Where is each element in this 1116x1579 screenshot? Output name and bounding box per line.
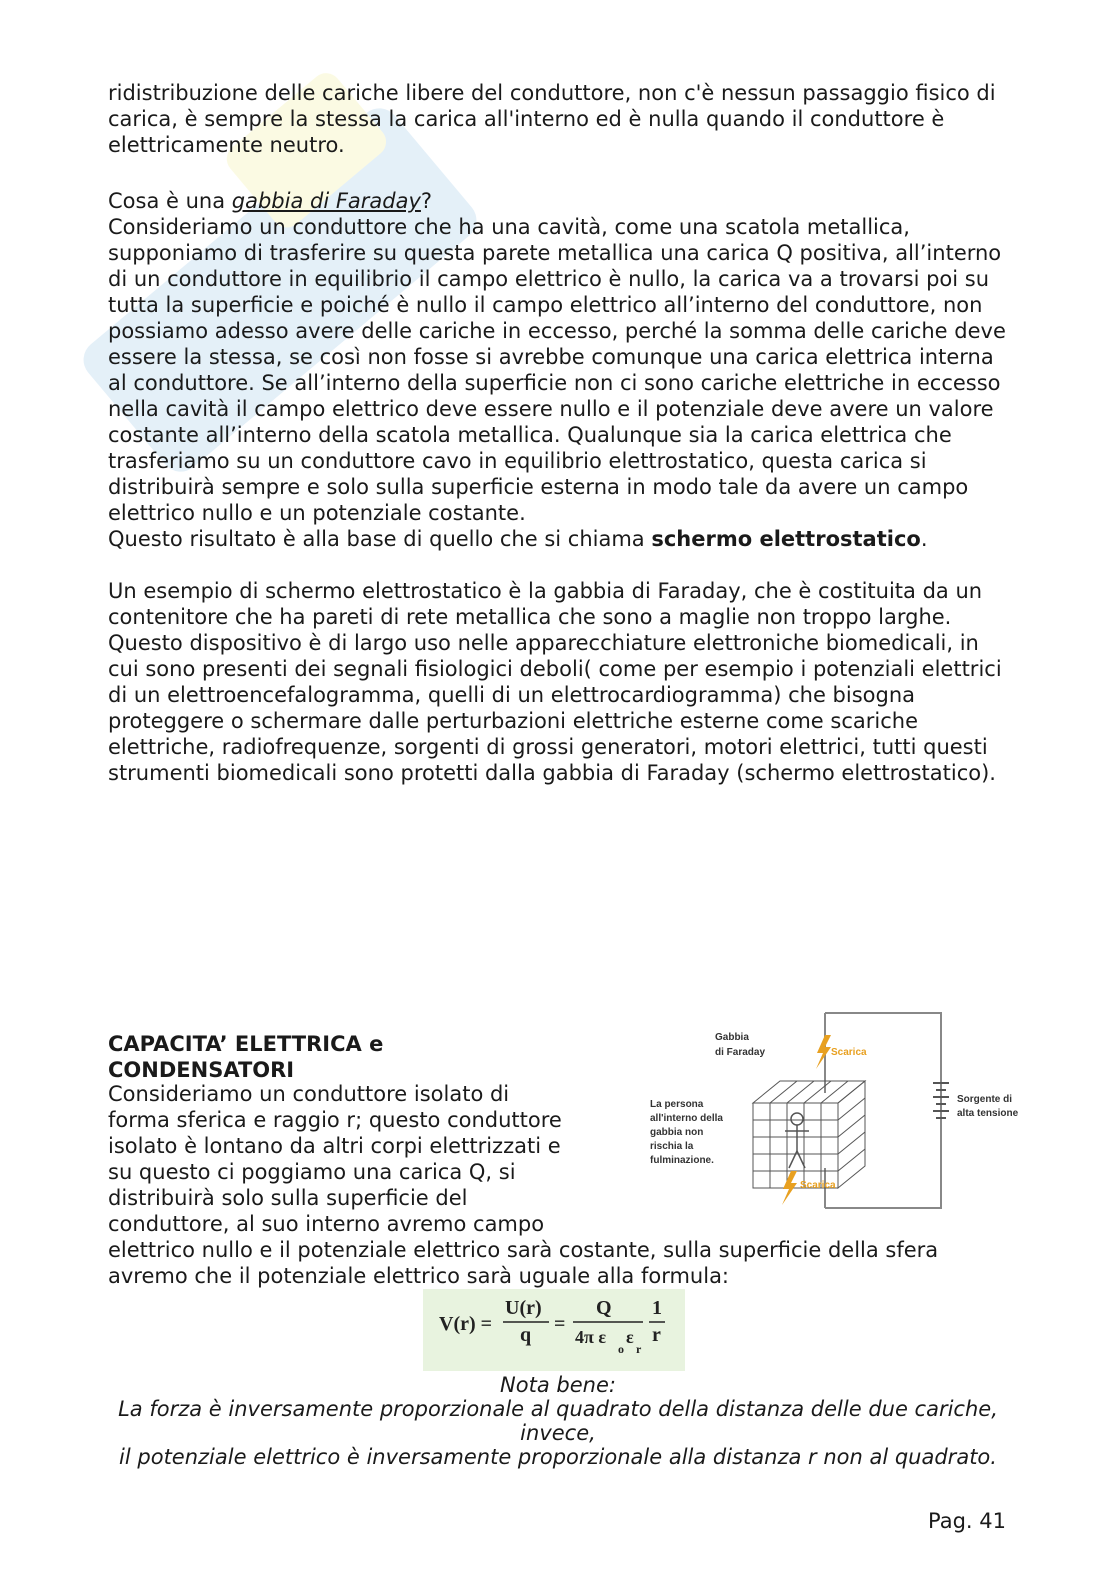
person-icon (785, 1113, 809, 1168)
body-text-top (108, 80, 1008, 786)
label-discharge-top: Scarica (831, 1047, 867, 1058)
label-person-2: all'interno della (650, 1113, 723, 1124)
formula-sub-o: o (618, 1342, 624, 1356)
section-title (108, 1031, 528, 1083)
result-suffix: . (920, 527, 928, 551)
note-line2: invece, (520, 1421, 596, 1445)
faraday-link[interactable]: gabbia di Faraday (231, 189, 421, 213)
label-person-1: La persona (650, 1099, 704, 1110)
potential-formula (423, 1289, 685, 1371)
page-number: Pag. 41 (928, 1509, 1006, 1533)
note-line3: il potenziale elettrico è inversamente proporzionale alla distanza r non al quadrato. (119, 1445, 997, 1469)
result-bold-term: schermo elettrostatico (651, 527, 921, 551)
formula-eq: = (554, 1313, 566, 1335)
formula-eps2: ε (626, 1327, 634, 1347)
label-person-5: fulminazione. (650, 1155, 714, 1166)
formula-f2-num: Q (596, 1297, 612, 1319)
faraday-cage-figure (645, 1003, 1045, 1218)
formula-f3-num: 1 (652, 1297, 662, 1319)
note-line1: La forza è inversamente proporzionale al quadrato della distanza delle due cariche, (118, 1397, 998, 1421)
label-cage-2: di Faraday (715, 1047, 766, 1058)
note-title: Nota bene: (500, 1373, 616, 1397)
paragraph-redistribution: ridistribuzione delle cariche libere del conduttore, non c'è nessun passaggio fisico di carica, è sempre la stessa la carica all'interno ed è nulla quando il conduttore è elettricamente neutro. (108, 81, 996, 157)
section-title-line1: CAPACITA’ ELETTRICA e (108, 1032, 384, 1056)
cap-line: distribuirà solo sulla superficie del (108, 1186, 468, 1210)
note-block (108, 1373, 1008, 1469)
cap-line: forma sferica e raggio r; questo conduttore (108, 1108, 562, 1132)
capacitance-narrow-lines (108, 1081, 608, 1237)
cage-grid-icon (753, 1081, 865, 1188)
question-prefix: Cosa è una (108, 189, 232, 213)
faraday-question (108, 188, 1008, 214)
label-person-4: rischia la (650, 1141, 694, 1152)
formula-f2-den: 4π ε (575, 1327, 607, 1347)
label-source-2: alta tensione (957, 1108, 1019, 1119)
formula-f1-num: U(r) (505, 1297, 542, 1319)
label-cage-1: Gabbia (715, 1032, 749, 1043)
formula-f1-den: q (520, 1324, 532, 1346)
formula-f3-den: r (652, 1324, 661, 1346)
label-discharge-bottom: Scarica (800, 1180, 836, 1191)
paragraph-result (108, 526, 1008, 552)
cap-line: Consideriamo un conduttore isolato di (108, 1082, 510, 1106)
formula-lhs: V(r) = (439, 1313, 493, 1335)
paragraph-example: Un esempio di schermo elettrostatico è la gabbia di Faraday, che è costituita da un contenitore che ha pareti di rete metallica che sono a maglie non troppo larghe. Questo dispositivo è di largo uso nelle apparecchiature elettroniche biomedicali, in cui sono presenti dei segnali fisiologici deboli( come per esempio i potenziali elettrici di un elettroencefalogramma, quelli di un elettrocardiogramma) che bisogna proteggere o schermare dalle perturbazioni elettriche esterne come scariche elettriche, radiofrequenze, sorgenti di grossi generatori, motori elettrici, tutti questi strumenti biomedicali sono protetti dalla gabbia di Faraday (schermo elettrostatico). (108, 579, 1002, 785)
section-title-line2: CONDENSATORI (108, 1058, 295, 1082)
cap-continuation: elettrico nullo e il potenziale elettrico sarà costante, sulla superficie della sfera avremo che il potenziale elettrico sarà uguale alla formula: (108, 1238, 939, 1288)
question-suffix: ? (420, 189, 433, 213)
cap-line: isolato è lontano da altri corpi elettrizzati e (108, 1134, 561, 1158)
cap-line: conduttore, al suo interno avremo campo (108, 1212, 545, 1236)
cap-line: su questo ci poggiamo una carica Q, si (108, 1160, 516, 1184)
label-person-3: gabbia non (650, 1127, 704, 1138)
formula-sub-r: r (636, 1342, 642, 1356)
label-source-1: Sorgente di (957, 1094, 1013, 1105)
result-prefix: Questo risultato è alla base di quello che si chiama (108, 527, 652, 551)
paragraph-faraday-explanation: Consideriamo un conduttore che ha una cavità, come una scatola metallica, supponiamo di trasferire su questa parete metallica una carica Q positiva, all’interno di un conduttore in equilibrio il campo elettrico è nullo, la carica va a trovarsi poi su tutta la superficie e poiché è nullo il campo elettrico all’interno del conduttore, non possiamo adesso avere delle cariche in eccesso, perché la somma delle cariche deve essere la stessa, se così non fosse si avrebbe comunque una carica elettrica interna al conduttore. Se all’interno della superficie non ci sono cariche elettriche in eccesso nella cavità il campo elettrico deve essere nullo e il potenziale deve avere un valore costante all’interno della scatola metallica. Qualunque sia la carica elettrica che trasferiamo su un conduttore cavo in equilibrio elettrostatico, questa carica si distribuirà sempre e solo sulla superficie esterna in modo tale da avere un campo elettrico nullo e un potenziale costante. (108, 215, 1006, 525)
lightning-top-icon (816, 1035, 831, 1069)
